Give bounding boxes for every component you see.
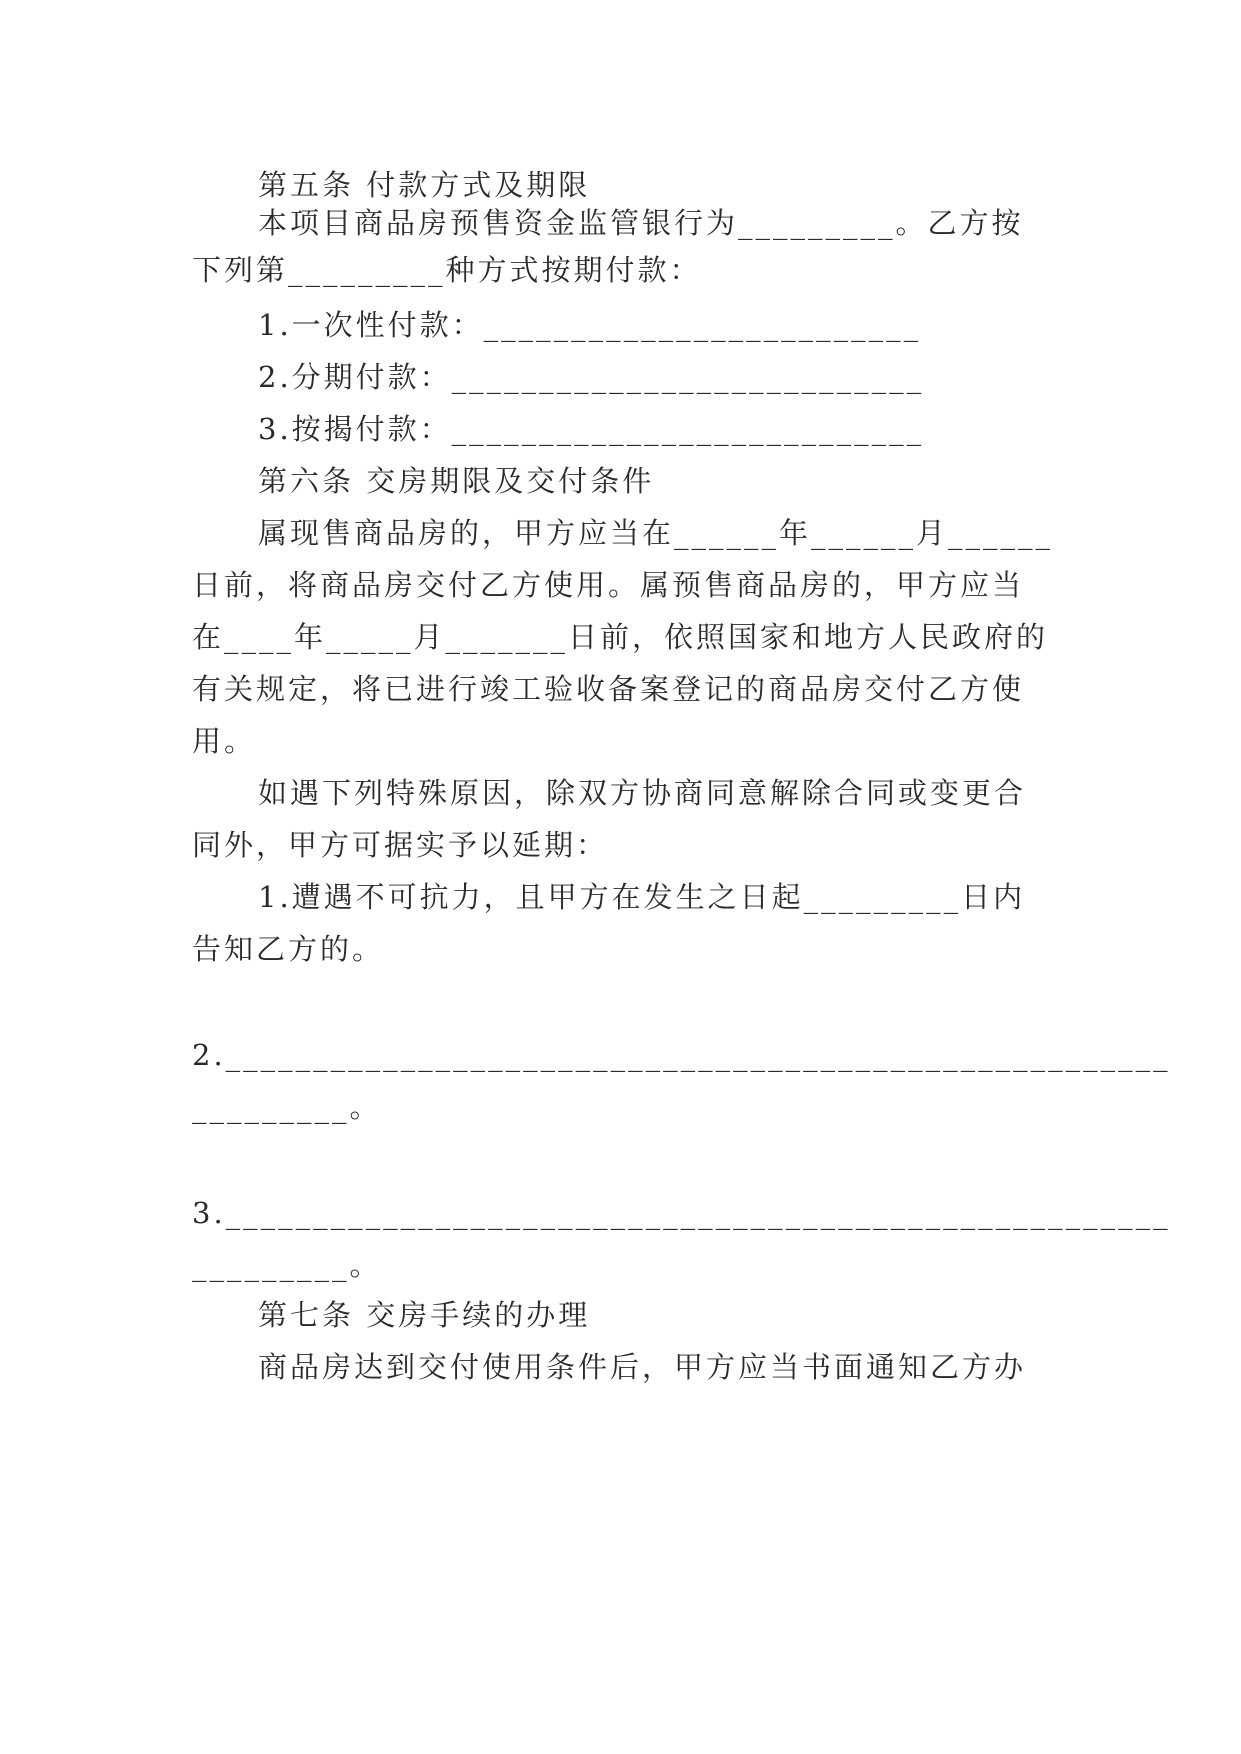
list-item: 2.分期付款：___________________________ bbox=[258, 360, 925, 394]
paragraph-line: 本项目商品房预售资金监管银行为_________。乙方按 bbox=[258, 206, 1024, 240]
paragraph-line: 同外，甲方可据实予以延期： bbox=[192, 828, 609, 862]
list-item: 1.遭遇不可抗力，且甲方在发生之日起_________日内 bbox=[258, 880, 1026, 914]
paragraph-line: 告知乙方的。 bbox=[192, 932, 385, 966]
paragraph-line: 在____年_____月_______日前，依照国家和地方人民政府的 bbox=[192, 620, 1049, 654]
list-item: 2.______________________________________________________ bbox=[192, 1038, 1171, 1072]
paragraph-line: 用。 bbox=[192, 724, 257, 758]
list-item: 1.一次性付款：_________________________ bbox=[258, 308, 922, 342]
paragraph-line: _________。 bbox=[192, 1090, 382, 1124]
paragraph-line: 商品房达到交付使用条件后，甲方应当书面通知乙方办 bbox=[258, 1350, 1027, 1384]
list-item: 3.______________________________________________________ bbox=[192, 1196, 1171, 1230]
list-item: 3.按揭付款：___________________________ bbox=[258, 412, 925, 446]
article-5-heading: 第五条 付款方式及期限 bbox=[258, 168, 591, 202]
paragraph-line: 日前，将商品房交付乙方使用。属预售商品房的，甲方应当 bbox=[192, 568, 1025, 602]
paragraph-line: 有关规定，将已进行竣工验收备案登记的商品房交付乙方使 bbox=[192, 672, 1025, 706]
paragraph-line: 属现售商品房的，甲方应当在______年______月______ bbox=[258, 516, 1054, 550]
paragraph-line: 如遇下列特殊原因，除双方协商同意解除合同或变更合 bbox=[258, 776, 1027, 810]
article-7-heading: 第七条 交房手续的办理 bbox=[258, 1298, 591, 1332]
article-6-heading: 第六条 交房期限及交付条件 bbox=[258, 464, 655, 498]
paragraph-line: 下列第_________种方式按期付款： bbox=[192, 253, 702, 287]
paragraph-line: _________。 bbox=[192, 1248, 382, 1282]
